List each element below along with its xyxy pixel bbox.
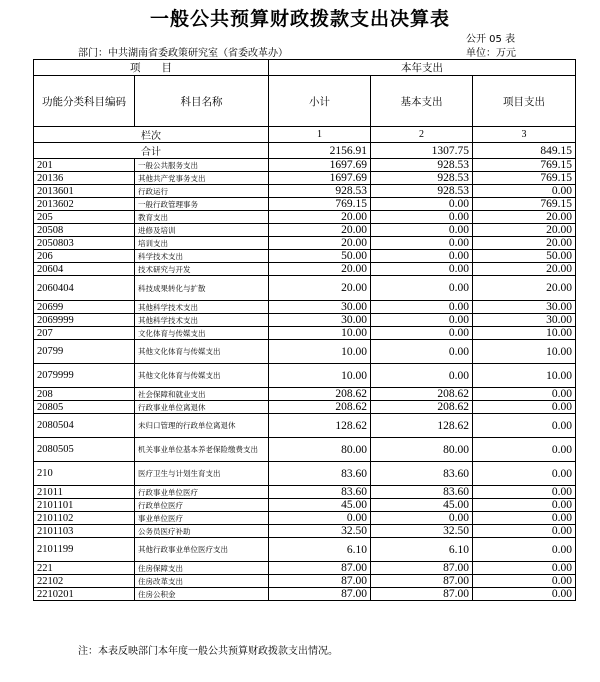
row-project: 0.00 — [473, 512, 576, 525]
table-row — [34, 172, 576, 185]
row-name: 其他科学技术支出 — [135, 301, 269, 314]
row-project: 0.00 — [473, 401, 576, 414]
total-basic: 1307.75 — [371, 143, 473, 159]
table-row — [34, 575, 576, 588]
row-basic: 208.62 — [371, 388, 473, 401]
row-project: 10.00 — [473, 327, 576, 340]
row-project: 0.00 — [473, 588, 576, 601]
table-row — [34, 588, 576, 601]
row-project: 769.15 — [473, 159, 576, 172]
row-code: 2050803 — [34, 237, 135, 250]
row-basic: 0.00 — [371, 263, 473, 276]
row-project: 20.00 — [473, 237, 576, 250]
row-project: 0.00 — [473, 575, 576, 588]
row-basic: 0.00 — [371, 301, 473, 314]
row-code: 2079999 — [34, 364, 135, 388]
row-subtotal: 0.00 — [269, 512, 371, 525]
row-subtotal: 80.00 — [269, 438, 371, 462]
row-project: 0.00 — [473, 388, 576, 401]
row-subtotal: 20.00 — [269, 211, 371, 224]
row-code: 20699 — [34, 301, 135, 314]
row-code: 22102 — [34, 575, 135, 588]
row-name: 其他行政事业单位医疗支出 — [135, 538, 269, 562]
row-project: 0.00 — [473, 499, 576, 512]
row-subtotal: 87.00 — [269, 588, 371, 601]
header-row-2 — [34, 76, 576, 127]
row-name: 文化体育与传媒支出 — [135, 327, 269, 340]
row-name: 科技成果转化与扩散 — [135, 276, 269, 301]
row-name: 一般行政管理事务 — [135, 198, 269, 211]
row-subtotal: 83.60 — [269, 486, 371, 499]
row-project: 769.15 — [473, 198, 576, 211]
row-project: 20.00 — [473, 211, 576, 224]
department-label: 部门：中共湖南省委政策研究室（省委改革办） — [78, 48, 288, 59]
row-basic: 32.50 — [371, 525, 473, 538]
row-subtotal: 6.10 — [269, 538, 371, 562]
unit-label: 单位：万元 — [466, 48, 516, 59]
table-row — [34, 364, 576, 388]
row-name: 住房公积金 — [135, 588, 269, 601]
column-index-row — [34, 127, 576, 143]
row-subtotal: 769.15 — [269, 198, 371, 211]
footnote: 注：本表反映部门本年度一般公共预算财政拨款支出情况。 — [78, 646, 338, 657]
row-basic: 0.00 — [371, 327, 473, 340]
row-basic: 87.00 — [371, 588, 473, 601]
row-project: 0.00 — [473, 462, 576, 486]
row-project: 0.00 — [473, 525, 576, 538]
row-code: 2101103 — [34, 525, 135, 538]
row-basic: 87.00 — [371, 575, 473, 588]
row-name: 公务员医疗补助 — [135, 525, 269, 538]
row-subtotal: 30.00 — [269, 314, 371, 327]
table-row — [34, 486, 576, 499]
row-name: 社会保障和就业支出 — [135, 388, 269, 401]
header-subtotal: 小计 — [269, 76, 371, 127]
form-number: 公开 05 表 — [466, 34, 516, 45]
row-basic: 0.00 — [371, 364, 473, 388]
row-name: 其他文化体育与传媒支出 — [135, 340, 269, 364]
row-basic: 928.53 — [371, 159, 473, 172]
row-name: 教育支出 — [135, 211, 269, 224]
table-row — [34, 462, 576, 486]
row-name: 未归口管理的行政单位离退休 — [135, 414, 269, 438]
row-subtotal: 83.60 — [269, 462, 371, 486]
row-project: 0.00 — [473, 185, 576, 198]
row-subtotal: 87.00 — [269, 562, 371, 575]
total-row — [34, 143, 576, 159]
row-code: 20508 — [34, 224, 135, 237]
table-row — [34, 185, 576, 198]
row-code: 2013602 — [34, 198, 135, 211]
table-row — [34, 327, 576, 340]
row-basic: 208.62 — [371, 401, 473, 414]
table-row — [34, 438, 576, 462]
total-project: 849.15 — [473, 143, 576, 159]
table-row — [34, 562, 576, 575]
row-name: 行政运行 — [135, 185, 269, 198]
table-row — [34, 276, 576, 301]
expenditure-table — [33, 59, 576, 601]
row-name: 行政单位医疗 — [135, 499, 269, 512]
row-subtotal: 20.00 — [269, 263, 371, 276]
row-code: 2101101 — [34, 499, 135, 512]
column-index-2: 2 — [371, 127, 473, 143]
row-name: 进修及培训 — [135, 224, 269, 237]
row-subtotal: 10.00 — [269, 340, 371, 364]
row-code: 21011 — [34, 486, 135, 499]
row-code: 210 — [34, 462, 135, 486]
row-name: 医疗卫生与计划生育支出 — [135, 462, 269, 486]
row-subtotal: 128.62 — [269, 414, 371, 438]
row-code: 206 — [34, 250, 135, 263]
row-subtotal: 45.00 — [269, 499, 371, 512]
row-subtotal: 10.00 — [269, 364, 371, 388]
table-row — [34, 512, 576, 525]
total-label: 合计 — [34, 143, 269, 159]
row-code: 2101102 — [34, 512, 135, 525]
header-code: 功能分类科目编码 — [34, 76, 135, 127]
table-row — [34, 159, 576, 172]
row-name: 行政事业单位离退休 — [135, 401, 269, 414]
row-code: 20799 — [34, 340, 135, 364]
row-project: 0.00 — [473, 562, 576, 575]
row-project: 20.00 — [473, 276, 576, 301]
row-basic: 0.00 — [371, 224, 473, 237]
row-basic: 0.00 — [371, 211, 473, 224]
table-row — [34, 263, 576, 276]
row-subtotal: 20.00 — [269, 224, 371, 237]
table-row — [34, 224, 576, 237]
row-code: 2013601 — [34, 185, 135, 198]
table-row — [34, 198, 576, 211]
row-code: 205 — [34, 211, 135, 224]
row-name: 事业单位医疗 — [135, 512, 269, 525]
table-row — [34, 250, 576, 263]
row-subtotal: 20.00 — [269, 276, 371, 301]
report-meta — [0, 44, 600, 58]
row-basic: 83.60 — [371, 486, 473, 499]
row-code: 201 — [34, 159, 135, 172]
header-name: 科目名称 — [135, 76, 269, 127]
row-name: 其他文化体育与传媒支出 — [135, 364, 269, 388]
row-code: 2069999 — [34, 314, 135, 327]
row-code: 207 — [34, 327, 135, 340]
row-basic: 0.00 — [371, 314, 473, 327]
table-row — [34, 314, 576, 327]
row-name: 住房改革支出 — [135, 575, 269, 588]
row-project: 0.00 — [473, 486, 576, 499]
header-project: 项目支出 — [473, 76, 576, 127]
row-code: 2101199 — [34, 538, 135, 562]
row-subtotal: 208.62 — [269, 401, 371, 414]
row-basic: 128.62 — [371, 414, 473, 438]
row-name: 机关事业单位基本养老保险缴费支出 — [135, 438, 269, 462]
header-item: 项 目 — [34, 60, 269, 76]
row-subtotal: 32.50 — [269, 525, 371, 538]
row-basic: 45.00 — [371, 499, 473, 512]
row-name: 技术研究与开发 — [135, 263, 269, 276]
row-name: 住房保障支出 — [135, 562, 269, 575]
row-project: 10.00 — [473, 340, 576, 364]
table-row — [34, 525, 576, 538]
row-code: 208 — [34, 388, 135, 401]
row-project: 20.00 — [473, 263, 576, 276]
column-index-3: 3 — [473, 127, 576, 143]
row-subtotal: 50.00 — [269, 250, 371, 263]
row-project: 30.00 — [473, 301, 576, 314]
row-basic: 6.10 — [371, 538, 473, 562]
row-name: 培训支出 — [135, 237, 269, 250]
row-code: 2210201 — [34, 588, 135, 601]
row-basic: 0.00 — [371, 198, 473, 211]
row-name: 一般公共服务支出 — [135, 159, 269, 172]
row-basic: 928.53 — [371, 185, 473, 198]
row-subtotal: 30.00 — [269, 301, 371, 314]
row-code: 2080504 — [34, 414, 135, 438]
row-subtotal: 87.00 — [269, 575, 371, 588]
row-name: 行政事业单位医疗 — [135, 486, 269, 499]
table-row — [34, 401, 576, 414]
row-name: 其他共产党事务支出 — [135, 172, 269, 185]
row-project: 20.00 — [473, 224, 576, 237]
row-subtotal: 928.53 — [269, 185, 371, 198]
row-basic: 0.00 — [371, 276, 473, 301]
row-basic: 0.00 — [371, 340, 473, 364]
row-project: 0.00 — [473, 438, 576, 462]
row-code: 2080505 — [34, 438, 135, 462]
row-basic: 80.00 — [371, 438, 473, 462]
row-project: 0.00 — [473, 414, 576, 438]
row-subtotal: 10.00 — [269, 327, 371, 340]
row-project: 0.00 — [473, 538, 576, 562]
row-project: 50.00 — [473, 250, 576, 263]
header-basic: 基本支出 — [371, 76, 473, 127]
row-basic: 0.00 — [371, 512, 473, 525]
row-code: 20604 — [34, 263, 135, 276]
table-row — [34, 211, 576, 224]
table-row — [34, 301, 576, 314]
row-code: 2060404 — [34, 276, 135, 301]
table-row — [34, 414, 576, 438]
row-subtotal: 1697.69 — [269, 172, 371, 185]
row-basic: 83.60 — [371, 462, 473, 486]
table-row — [34, 340, 576, 364]
row-name: 科学技术支出 — [135, 250, 269, 263]
table-row — [34, 538, 576, 562]
row-basic: 0.00 — [371, 250, 473, 263]
table-row — [34, 388, 576, 401]
row-name: 其他科学技术支出 — [135, 314, 269, 327]
row-basic: 928.53 — [371, 172, 473, 185]
row-basic: 0.00 — [371, 237, 473, 250]
table-row — [34, 499, 576, 512]
row-code: 20136 — [34, 172, 135, 185]
row-project: 769.15 — [473, 172, 576, 185]
row-subtotal: 208.62 — [269, 388, 371, 401]
total-subtotal: 2156.91 — [269, 143, 371, 159]
report-title: 一般公共预算财政拨款支出决算表 — [149, 8, 450, 30]
header-current-year: 本年支出 — [269, 60, 576, 76]
table-row — [34, 237, 576, 250]
row-code: 221 — [34, 562, 135, 575]
row-basic: 87.00 — [371, 562, 473, 575]
row-subtotal: 20.00 — [269, 237, 371, 250]
row-subtotal: 1697.69 — [269, 159, 371, 172]
row-project: 30.00 — [473, 314, 576, 327]
column-index-1: 1 — [269, 127, 371, 143]
row-project: 10.00 — [473, 364, 576, 388]
column-index-label: 栏次 — [34, 127, 269, 143]
header-row-1 — [34, 60, 576, 76]
row-code: 20805 — [34, 401, 135, 414]
